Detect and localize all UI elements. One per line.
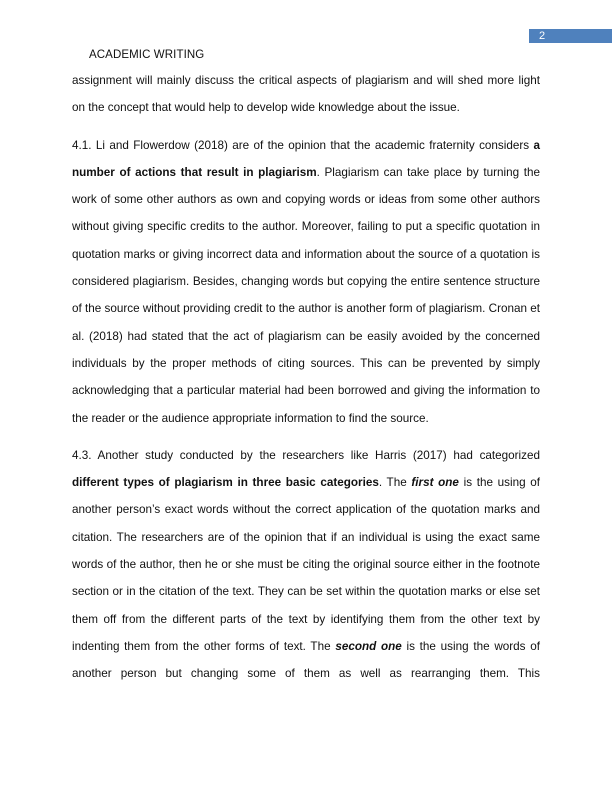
paragraph-text: assignment will mainly discuss the critical aspects of plagiarism and will shed more light on the concept that would help to develop wide knowledge about the issue. — [72, 74, 540, 115]
page-number: 2 — [539, 30, 546, 42]
paragraph-emphasis: a number of actions that result in plagiarism — [72, 138, 540, 179]
page-number-badge — [529, 29, 612, 43]
paragraph-rest: . Plagiarism can take place by turning the work of some other authors as own and copying words or ideas from some other authors without giving specific credits to the author. Moreover, failing to put a specific quotation in quotation marks or giving incorrect data and information about the source of a quotation is considered plagiarism. Besides, changing words but copying the entire sentence structure of the source without providing credit to the author is another form of plagiarism. Cronan et al. (2018) had stated that the act of plagiarism can be easily avoided by the concerned individuals by the proper methods of citing sources. This can be prevented by simply acknowledging that a particular material had been borrowed and giving the information to the reader or the audience appropriate information to find the source. — [72, 165, 540, 425]
paragraph-mid: . The — [378, 476, 412, 490]
paragraph-4-3 — [72, 442, 540, 688]
document-body — [72, 67, 540, 698]
paragraph-intro — [72, 67, 540, 122]
paragraph-4-1 — [72, 132, 540, 432]
paragraph-emphasis-first: first one — [411, 476, 459, 490]
paragraph-rest: is the using the words of another person but changing some of them as well as rearranging them. This — [72, 639, 540, 681]
paragraph-lead: 4.3. Another study conducted by the researchers like Harris (2017) had categorized — [72, 448, 540, 462]
paragraph-mid: is the using of another person’s exact words without the correct application of the quotation marks and citation. The researchers are of the opinion that if an individual is using the exact same words of the author, then he or she must be citing the original source either in the footnote section or in the citation of the text. They can be set within the quotation marks or else set them off from the different parts of the text by identifying them from the other text by indenting them from the other forms of text. The — [72, 476, 541, 653]
paragraph-lead: 4.1. Li and Flowerdow (2018) are of the opinion that the academic fraternity considers — [72, 138, 534, 152]
paragraph-emphasis: different types of plagiarism in three basic categories — [72, 476, 379, 490]
paragraph-emphasis-second: second one — [335, 639, 402, 653]
running-head: ACADEMIC WRITING — [89, 49, 205, 61]
